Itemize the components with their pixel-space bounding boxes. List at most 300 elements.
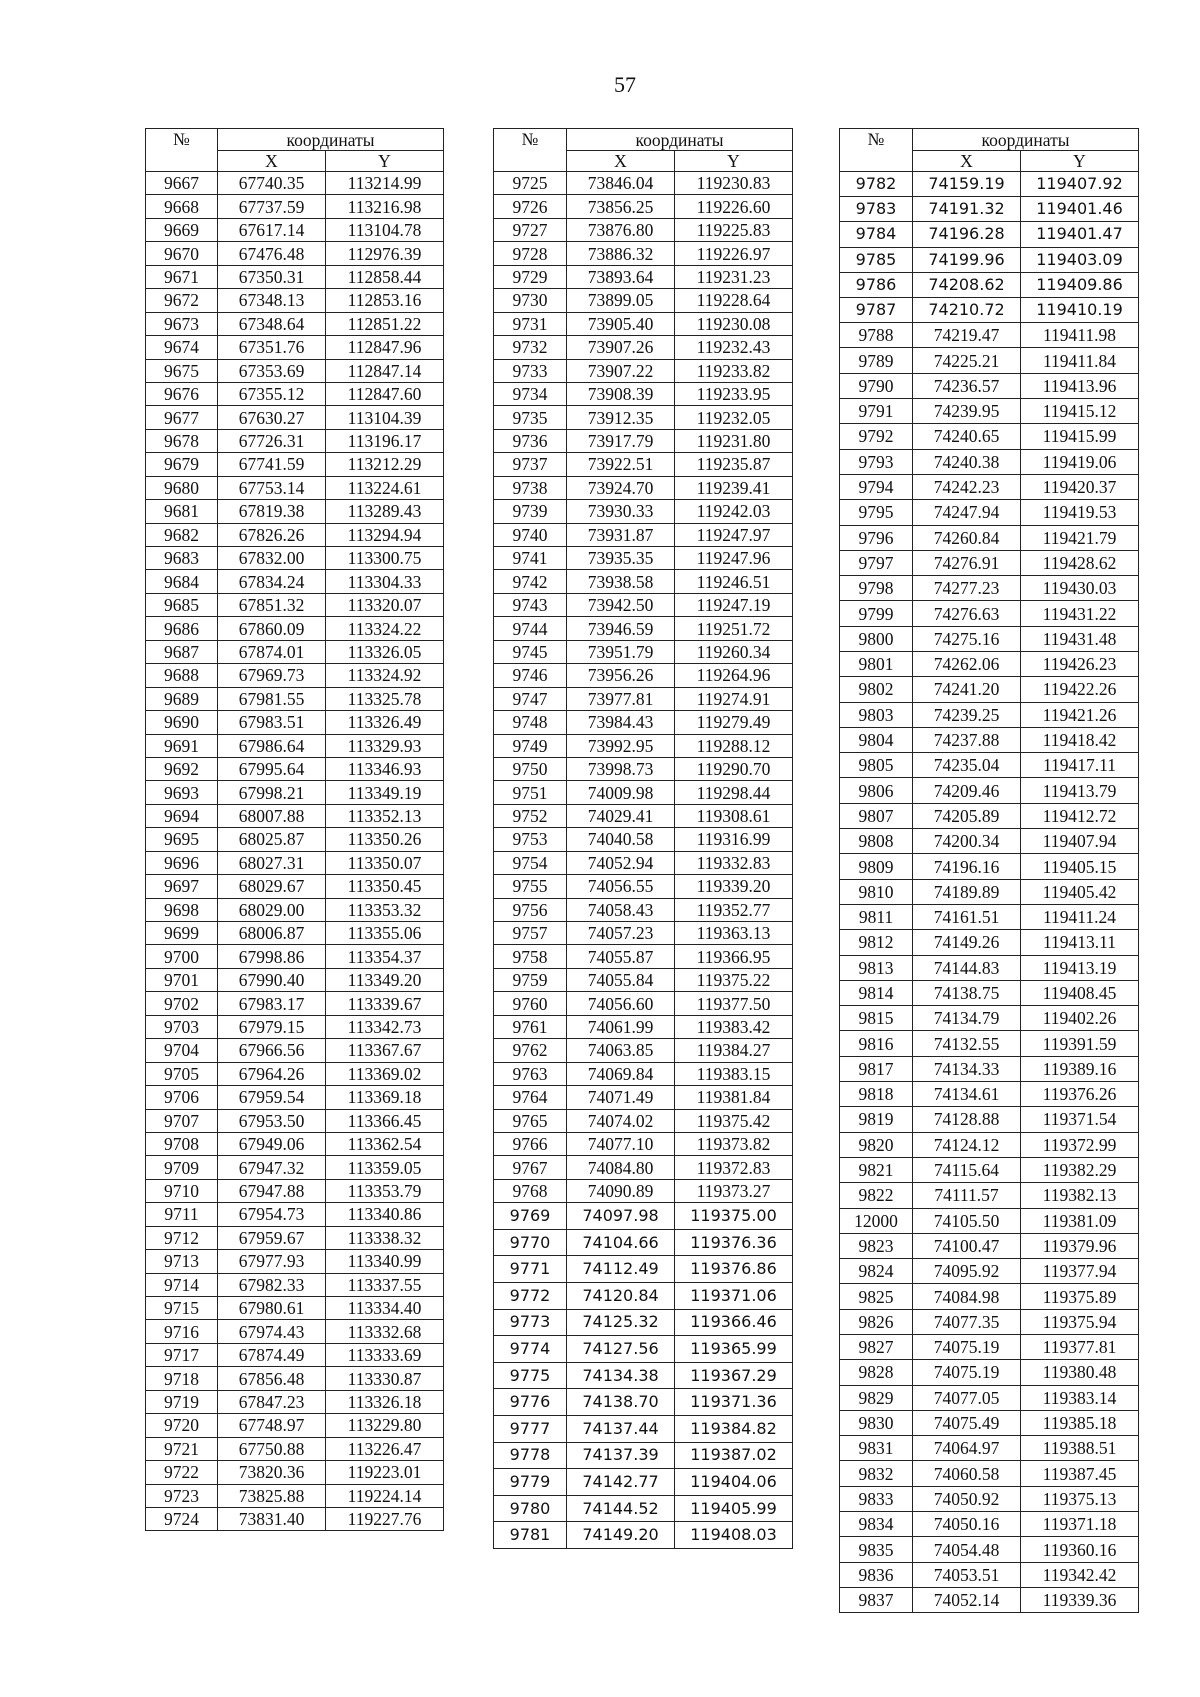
y-coordinate-cell: 113104.78 — [326, 218, 444, 241]
x-coordinate-cell: 68025.87 — [218, 828, 326, 851]
x-coordinate-cell: 73908.39 — [567, 382, 675, 405]
table-row — [840, 197, 1139, 222]
table-row — [840, 1486, 1139, 1511]
y-column-header: Y — [326, 151, 444, 172]
y-coordinate-cell: 113229.80 — [326, 1414, 444, 1437]
y-coordinate-cell: 119372.99 — [1021, 1132, 1139, 1157]
table-row — [494, 1086, 793, 1109]
x-coordinate-cell: 74097.98 — [567, 1203, 675, 1230]
point-number-cell: 9817 — [840, 1056, 913, 1081]
number-column-header: № — [146, 129, 218, 172]
y-coordinate-cell: 119375.94 — [1021, 1309, 1139, 1334]
y-coordinate-cell: 113340.99 — [326, 1250, 444, 1273]
table-row — [146, 1390, 444, 1413]
table-row — [840, 1208, 1139, 1233]
point-number-cell: 9725 — [494, 172, 567, 195]
y-coordinate-cell: 113324.92 — [326, 664, 444, 687]
y-coordinate-cell: 113212.29 — [326, 453, 444, 476]
table-row — [146, 1320, 444, 1343]
x-coordinate-cell: 74208.62 — [913, 272, 1021, 297]
y-coordinate-cell: 119372.83 — [675, 1156, 793, 1179]
table-row — [840, 1183, 1139, 1208]
table-row — [840, 980, 1139, 1005]
point-number-cell: 9680 — [146, 476, 218, 499]
point-number-cell: 9816 — [840, 1031, 913, 1056]
table-row — [840, 1132, 1139, 1157]
x-coordinate-cell: 73886.32 — [567, 242, 675, 265]
y-coordinate-cell: 112851.22 — [326, 312, 444, 335]
coordinates-column-header: координаты — [567, 129, 793, 151]
coordinates-column-header: координаты — [218, 129, 444, 151]
table-row — [840, 879, 1139, 904]
point-number-cell: 9729 — [494, 265, 567, 288]
point-number-cell: 9825 — [840, 1284, 913, 1309]
table-row — [146, 1086, 444, 1109]
x-coordinate-cell: 74196.16 — [913, 854, 1021, 879]
x-coordinate-cell: 74196.28 — [913, 222, 1021, 247]
table-row — [840, 601, 1139, 626]
y-coordinate-cell: 119367.29 — [675, 1362, 793, 1389]
point-number-cell: 9706 — [146, 1086, 218, 1109]
x-coordinate-cell: 74115.64 — [913, 1157, 1021, 1182]
y-coordinate-cell: 119264.96 — [675, 664, 793, 687]
table-row — [494, 781, 793, 804]
x-coordinate-cell: 73905.40 — [567, 312, 675, 335]
point-number-cell: 9722 — [146, 1461, 218, 1484]
y-coordinate-cell: 119389.16 — [1021, 1056, 1139, 1081]
point-number-cell: 9732 — [494, 336, 567, 359]
point-number-cell: 9798 — [840, 576, 913, 601]
x-coordinate-cell: 67748.97 — [218, 1414, 326, 1437]
y-coordinate-cell: 113359.05 — [326, 1156, 444, 1179]
page-number: 57 — [614, 72, 636, 97]
x-coordinate-cell: 73942.50 — [567, 593, 675, 616]
y-coordinate-cell: 119231.23 — [675, 265, 793, 288]
table-row — [146, 172, 444, 195]
point-number-cell: 9739 — [494, 500, 567, 523]
x-coordinate-cell: 74055.84 — [567, 968, 675, 991]
point-number-cell: 9834 — [840, 1512, 913, 1537]
y-coordinate-cell: 113332.68 — [326, 1320, 444, 1343]
point-number-cell: 9723 — [146, 1484, 218, 1507]
table-row — [146, 359, 444, 382]
point-number-cell: 9790 — [840, 373, 913, 398]
point-number-cell: 9778 — [494, 1442, 567, 1469]
table-row — [146, 664, 444, 687]
table-row — [146, 734, 444, 757]
x-coordinate-cell: 73998.73 — [567, 757, 675, 780]
y-coordinate-cell: 119235.87 — [675, 453, 793, 476]
point-number-cell: 9813 — [840, 955, 913, 980]
table-row — [146, 1226, 444, 1249]
point-number-cell: 9787 — [840, 297, 913, 322]
x-coordinate-cell: 74277.23 — [913, 576, 1021, 601]
table-row — [146, 757, 444, 780]
x-coordinate-cell: 73820.36 — [218, 1461, 326, 1484]
x-coordinate-cell: 74191.32 — [913, 197, 1021, 222]
point-number-cell: 9700 — [146, 945, 218, 968]
table-row — [840, 1537, 1139, 1562]
x-coordinate-cell: 74134.79 — [913, 1006, 1021, 1031]
table-row — [146, 1414, 444, 1437]
point-number-cell: 9776 — [494, 1389, 567, 1416]
point-number-cell: 9766 — [494, 1132, 567, 1155]
y-coordinate-cell: 113216.98 — [326, 195, 444, 218]
x-coordinate-cell: 67851.32 — [218, 593, 326, 616]
point-number-cell: 9740 — [494, 523, 567, 546]
y-coordinate-cell: 119239.41 — [675, 476, 793, 499]
point-number-cell: 9746 — [494, 664, 567, 687]
table-row — [494, 1179, 793, 1202]
y-coordinate-cell: 119247.97 — [675, 523, 793, 546]
point-number-cell: 9760 — [494, 992, 567, 1015]
point-number-cell: 9687 — [146, 640, 218, 663]
table-row — [840, 399, 1139, 424]
y-coordinate-cell: 119415.12 — [1021, 399, 1139, 424]
x-coordinate-cell: 74056.60 — [567, 992, 675, 1015]
y-coordinate-cell: 113369.18 — [326, 1086, 444, 1109]
y-coordinate-cell: 119308.61 — [675, 804, 793, 827]
x-coordinate-cell: 67826.26 — [218, 523, 326, 546]
table-row — [146, 1015, 444, 1038]
point-number-cell: 9809 — [840, 854, 913, 879]
table-row — [494, 1062, 793, 1085]
x-coordinate-cell: 74057.23 — [567, 922, 675, 945]
x-coordinate-cell: 67351.76 — [218, 336, 326, 359]
table-row — [494, 1469, 793, 1496]
y-coordinate-cell: 113346.93 — [326, 757, 444, 780]
x-coordinate-cell: 67981.55 — [218, 687, 326, 710]
y-coordinate-cell: 119371.18 — [1021, 1512, 1139, 1537]
point-number-cell: 9775 — [494, 1362, 567, 1389]
table-row — [840, 1562, 1139, 1587]
table-row — [840, 1461, 1139, 1486]
table-row — [494, 992, 793, 1015]
point-number-cell: 9734 — [494, 382, 567, 405]
x-coordinate-cell: 74205.89 — [913, 803, 1021, 828]
x-coordinate-cell: 67947.88 — [218, 1179, 326, 1202]
point-number-cell: 9754 — [494, 851, 567, 874]
x-coordinate-cell: 74069.84 — [567, 1062, 675, 1085]
table-row — [494, 1256, 793, 1283]
y-coordinate-cell: 119274.91 — [675, 687, 793, 710]
x-coordinate-cell: 74055.87 — [567, 945, 675, 968]
y-coordinate-cell: 119371.36 — [675, 1389, 793, 1416]
y-coordinate-cell: 119413.11 — [1021, 930, 1139, 955]
point-number-cell: 9828 — [840, 1360, 913, 1385]
point-number-cell: 9818 — [840, 1082, 913, 1107]
point-number-cell: 9769 — [494, 1203, 567, 1230]
point-number-cell: 9829 — [840, 1385, 913, 1410]
y-coordinate-cell: 119405.15 — [1021, 854, 1139, 879]
y-coordinate-cell: 119360.16 — [1021, 1537, 1139, 1562]
table-row — [146, 382, 444, 405]
y-coordinate-cell: 113224.61 — [326, 476, 444, 499]
table-row — [494, 1156, 793, 1179]
point-number-cell: 9673 — [146, 312, 218, 335]
y-coordinate-cell: 119232.43 — [675, 336, 793, 359]
table-row — [840, 854, 1139, 879]
point-number-cell: 9794 — [840, 474, 913, 499]
x-coordinate-cell: 73938.58 — [567, 570, 675, 593]
point-number-cell: 9715 — [146, 1297, 218, 1320]
x-coordinate-cell: 74137.44 — [567, 1416, 675, 1443]
y-coordinate-cell: 113226.47 — [326, 1437, 444, 1460]
point-number-cell: 9833 — [840, 1486, 913, 1511]
y-coordinate-cell: 119371.06 — [675, 1283, 793, 1310]
table-row — [840, 1587, 1139, 1612]
y-coordinate-cell: 119404.06 — [675, 1469, 793, 1496]
y-coordinate-cell: 119421.79 — [1021, 525, 1139, 550]
table-row — [146, 429, 444, 452]
y-coordinate-cell: 113325.78 — [326, 687, 444, 710]
x-coordinate-cell: 73946.59 — [567, 617, 675, 640]
y-coordinate-cell: 119375.00 — [675, 1203, 793, 1230]
table-row — [494, 570, 793, 593]
x-coordinate-cell: 74040.58 — [567, 828, 675, 851]
point-number-cell: 9821 — [840, 1157, 913, 1182]
x-coordinate-cell: 67348.13 — [218, 289, 326, 312]
point-number-cell: 9691 — [146, 734, 218, 757]
y-coordinate-cell: 119230.08 — [675, 312, 793, 335]
x-coordinate-cell: 74071.49 — [567, 1086, 675, 1109]
table-row — [494, 1416, 793, 1443]
point-number-cell: 9724 — [146, 1507, 218, 1530]
table-row — [494, 1283, 793, 1310]
point-number-cell: 9810 — [840, 879, 913, 904]
x-coordinate-cell: 67630.27 — [218, 406, 326, 429]
y-coordinate-cell: 119225.83 — [675, 218, 793, 241]
y-coordinate-cell: 119431.22 — [1021, 601, 1139, 626]
y-coordinate-cell: 119421.26 — [1021, 702, 1139, 727]
table-row — [494, 1336, 793, 1363]
point-number-cell: 9820 — [840, 1132, 913, 1157]
point-number-cell: 9683 — [146, 547, 218, 570]
x-coordinate-cell: 74063.85 — [567, 1039, 675, 1062]
coordinates-table-3 — [839, 128, 1139, 1613]
y-coordinate-cell: 113300.75 — [326, 547, 444, 570]
y-coordinate-cell: 119339.20 — [675, 875, 793, 898]
point-number-cell: 9801 — [840, 651, 913, 676]
point-number-cell: 9755 — [494, 875, 567, 898]
table-row — [494, 1039, 793, 1062]
x-coordinate-cell: 74209.46 — [913, 778, 1021, 803]
x-coordinate-cell: 67964.26 — [218, 1062, 326, 1085]
table-row — [494, 617, 793, 640]
point-number-cell: 9797 — [840, 550, 913, 575]
point-number-cell: 9707 — [146, 1109, 218, 1132]
point-number-cell: 9753 — [494, 828, 567, 851]
point-number-cell: 9690 — [146, 711, 218, 734]
x-coordinate-cell: 74128.88 — [913, 1107, 1021, 1132]
table-row — [494, 1522, 793, 1549]
y-coordinate-cell: 112847.14 — [326, 359, 444, 382]
point-number-cell: 9697 — [146, 875, 218, 898]
y-coordinate-cell: 119376.86 — [675, 1256, 793, 1283]
coordinates-table-1 — [145, 128, 444, 1531]
table-row — [146, 1156, 444, 1179]
point-number-cell: 9772 — [494, 1283, 567, 1310]
x-coordinate-cell: 73935.35 — [567, 547, 675, 570]
x-coordinate-cell: 74149.20 — [567, 1522, 675, 1549]
y-coordinate-cell: 119279.49 — [675, 711, 793, 734]
y-coordinate-cell: 119228.64 — [675, 289, 793, 312]
x-coordinate-cell: 67974.43 — [218, 1320, 326, 1343]
table-row — [494, 851, 793, 874]
point-number-cell: 9684 — [146, 570, 218, 593]
x-coordinate-cell: 74240.38 — [913, 449, 1021, 474]
point-number-cell: 9735 — [494, 406, 567, 429]
x-coordinate-cell: 74120.84 — [567, 1283, 675, 1310]
x-coordinate-cell: 73825.88 — [218, 1484, 326, 1507]
point-number-cell: 9831 — [840, 1436, 913, 1461]
x-coordinate-cell: 74050.16 — [913, 1512, 1021, 1537]
y-coordinate-cell: 119419.53 — [1021, 500, 1139, 525]
table-row — [146, 875, 444, 898]
x-coordinate-cell: 74242.23 — [913, 474, 1021, 499]
table-row — [146, 195, 444, 218]
point-number-cell: 9832 — [840, 1461, 913, 1486]
y-coordinate-cell: 113367.67 — [326, 1039, 444, 1062]
x-coordinate-cell: 74060.58 — [913, 1461, 1021, 1486]
point-number-cell: 9695 — [146, 828, 218, 851]
table-row — [494, 289, 793, 312]
table-row — [840, 373, 1139, 398]
y-coordinate-cell: 119251.72 — [675, 617, 793, 640]
table-row — [494, 593, 793, 616]
coordinates-column-header: координаты — [913, 129, 1139, 151]
y-coordinate-cell: 119375.42 — [675, 1109, 793, 1132]
point-number-cell: 9799 — [840, 601, 913, 626]
point-number-cell: 9718 — [146, 1367, 218, 1390]
y-coordinate-cell: 119413.19 — [1021, 955, 1139, 980]
x-coordinate-cell: 74200.34 — [913, 829, 1021, 854]
y-coordinate-cell: 119375.89 — [1021, 1284, 1139, 1309]
y-coordinate-cell: 119430.03 — [1021, 576, 1139, 601]
y-coordinate-cell: 119226.60 — [675, 195, 793, 218]
point-number-cell: 9745 — [494, 640, 567, 663]
table-row — [840, 904, 1139, 929]
point-number-cell: 9677 — [146, 406, 218, 429]
table-row — [494, 406, 793, 429]
x-coordinate-cell: 67617.14 — [218, 218, 326, 241]
point-number-cell: 9747 — [494, 687, 567, 710]
table-row — [840, 829, 1139, 854]
table-row — [494, 1362, 793, 1389]
table-row — [146, 1250, 444, 1273]
table-row — [494, 336, 793, 359]
x-coordinate-cell: 74144.83 — [913, 955, 1021, 980]
table-row — [146, 640, 444, 663]
y-coordinate-cell: 119382.13 — [1021, 1183, 1139, 1208]
table-row — [494, 828, 793, 851]
point-number-cell: 9675 — [146, 359, 218, 382]
y-coordinate-cell: 119290.70 — [675, 757, 793, 780]
point-number-cell: 9741 — [494, 547, 567, 570]
point-number-cell: 9800 — [840, 626, 913, 651]
point-number-cell: 9807 — [840, 803, 913, 828]
table-row — [146, 804, 444, 827]
point-number-cell: 9793 — [840, 449, 913, 474]
y-coordinate-cell: 119411.84 — [1021, 348, 1139, 373]
x-coordinate-cell: 67737.59 — [218, 195, 326, 218]
y-coordinate-cell: 113354.37 — [326, 945, 444, 968]
y-coordinate-cell: 119408.03 — [675, 1522, 793, 1549]
table-row — [494, 242, 793, 265]
x-coordinate-cell: 74104.66 — [567, 1229, 675, 1256]
x-coordinate-cell: 74235.04 — [913, 753, 1021, 778]
table-row — [146, 781, 444, 804]
y-coordinate-cell: 113334.40 — [326, 1297, 444, 1320]
y-coordinate-cell: 112847.96 — [326, 336, 444, 359]
point-number-cell: 9786 — [840, 272, 913, 297]
table-row — [146, 1273, 444, 1296]
point-number-cell: 9837 — [840, 1587, 913, 1612]
y-coordinate-cell: 119401.47 — [1021, 222, 1139, 247]
point-number-cell: 9730 — [494, 289, 567, 312]
y-coordinate-cell: 119380.48 — [1021, 1360, 1139, 1385]
x-coordinate-cell: 67741.59 — [218, 453, 326, 476]
point-number-cell: 9714 — [146, 1273, 218, 1296]
point-number-cell: 9668 — [146, 195, 218, 218]
table-row — [840, 474, 1139, 499]
x-coordinate-cell: 67874.49 — [218, 1343, 326, 1366]
table-row — [146, 1484, 444, 1507]
point-number-cell: 9694 — [146, 804, 218, 827]
x-coordinate-cell: 74125.32 — [567, 1309, 675, 1336]
x-column-header: X — [218, 151, 326, 172]
x-coordinate-cell: 74075.19 — [913, 1335, 1021, 1360]
table-row — [840, 1512, 1139, 1537]
x-coordinate-cell: 67949.06 — [218, 1132, 326, 1155]
table-row — [146, 1179, 444, 1202]
point-number-cell: 9671 — [146, 265, 218, 288]
y-coordinate-cell: 119342.42 — [1021, 1562, 1139, 1587]
y-coordinate-cell: 119375.22 — [675, 968, 793, 991]
table-row — [840, 449, 1139, 474]
table-row — [494, 1109, 793, 1132]
x-coordinate-cell: 74275.16 — [913, 626, 1021, 651]
point-number-cell: 9814 — [840, 980, 913, 1005]
y-coordinate-cell: 119428.62 — [1021, 550, 1139, 575]
y-coordinate-cell: 119407.92 — [1021, 172, 1139, 197]
point-number-cell: 9815 — [840, 1006, 913, 1031]
y-coordinate-cell: 119381.09 — [1021, 1208, 1139, 1233]
x-coordinate-cell: 74149.26 — [913, 930, 1021, 955]
x-coordinate-cell: 74262.06 — [913, 651, 1021, 676]
table-row — [840, 348, 1139, 373]
number-column-header: № — [840, 129, 913, 172]
point-number-cell: 9667 — [146, 172, 218, 195]
x-coordinate-cell: 74219.47 — [913, 323, 1021, 348]
y-coordinate-cell: 119339.36 — [1021, 1587, 1139, 1612]
y-column-header: Y — [1021, 151, 1139, 172]
y-coordinate-cell: 113342.73 — [326, 1015, 444, 1038]
point-number-cell: 9806 — [840, 778, 913, 803]
point-number-cell: 9699 — [146, 922, 218, 945]
y-coordinate-cell: 119247.96 — [675, 547, 793, 570]
y-coordinate-cell: 113353.32 — [326, 898, 444, 921]
point-number-cell: 9779 — [494, 1469, 567, 1496]
y-coordinate-cell: 119242.03 — [675, 500, 793, 523]
table-row — [146, 523, 444, 546]
y-coordinate-cell: 119411.98 — [1021, 323, 1139, 348]
x-coordinate-cell: 74064.97 — [913, 1436, 1021, 1461]
table-row — [146, 265, 444, 288]
table-row — [146, 1132, 444, 1155]
x-coordinate-cell: 74132.55 — [913, 1031, 1021, 1056]
table-row — [494, 875, 793, 898]
